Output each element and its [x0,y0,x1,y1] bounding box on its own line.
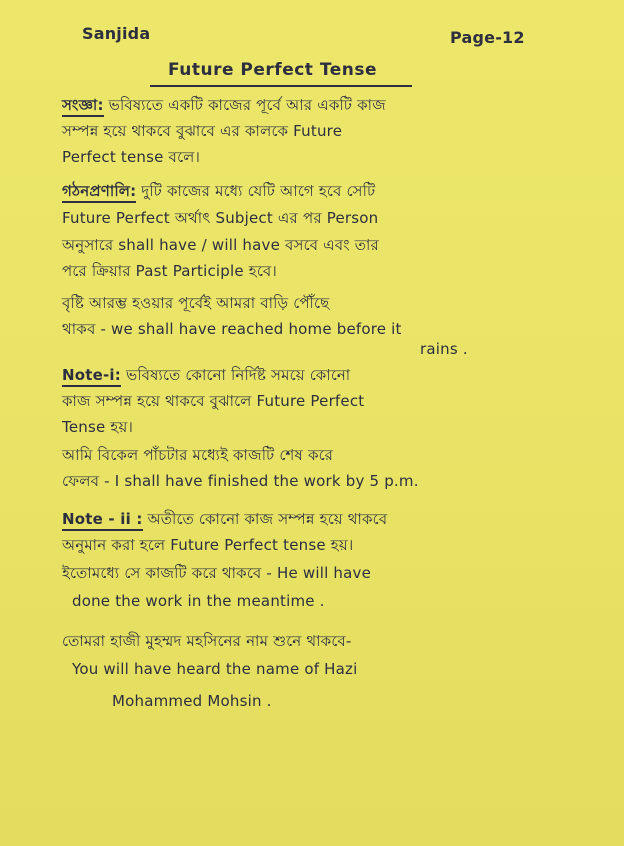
example1-line-1: বৃষ্টি আরম্ভ হওয়ার পূর্বেই আমরা বাড়ি পৌঁছে [62,294,330,312]
page-number: Page-12 [450,28,525,47]
note1-text-1: ভবিষ্যতে কোনো নির্দিষ্ট সময়ে কোনো [125,366,351,384]
page-title: Future Perfect Tense [168,60,377,80]
note2-line-3: ইতোমধ্যে সে কাজটি করে থাকবে - He will have [62,564,372,582]
note1-example-line-1: আমি বিকেল পাঁচটার মধ্যেই কাজটি শেষ করে [62,446,334,464]
structure-line-4: পরে ক্রিয়ার Past Participle হবে। [62,262,277,280]
note1-example-line-2: ফেলব - I shall have finished the work by 5 p.m. [62,472,419,490]
structure-line-2: Future Perfect অর্থাৎ Subject এর পর Person [62,209,379,227]
definition-line-3: Perfect tense বলে। [62,148,201,166]
note1-line-3: Tense হয়। [62,418,134,436]
definition-text-1: ভবিষ্যতে একটি কাজের পূর্বে আর একটি কাজ [108,96,386,114]
note2-line-4: done the work in the meantime . [72,592,325,610]
author-name: Sanjida [82,24,151,43]
note1-line-1 [62,364,350,389]
definition-line-2: সম্পন্ন হয়ে থাকবে বুঝাবে এর কালকে Future [62,122,343,140]
title-underline [150,85,412,87]
example1-line-2: থাকব - we shall have reached home before it [62,320,402,338]
note2-label: Note - ii : [62,510,143,531]
note1-line-2: কাজ সম্পন্ন হয়ে থাকবে বুঝালে Future Perfect [62,392,365,410]
example1-line-3: rains . [420,340,468,358]
note2-line-7: Mohammed Mohsin . [112,692,272,710]
note2-line-5: তোমরা হাজী মুহম্মদ মহসিনের নাম শুনে থাকবে- [62,632,352,650]
note1-label: Note-i: [62,366,121,387]
structure-line-1 [62,180,375,205]
note2-text-1: অতীতে কোনো কাজ সম্পন্ন হয়ে থাকবে [147,510,388,528]
note2-line-2: অনুমান করা হলে Future Perfect tense হয়। [62,536,354,554]
definition-line-1 [62,94,386,119]
definition-label: সংজ্ঞা: [62,96,104,117]
structure-text-1: দুটি কাজের মধ্যে যেটি আগে হবে সেটি [141,182,376,200]
structure-line-3: অনুসারে shall have / will have বসবে এবং তার [62,236,380,254]
note2-line-6: You will have heard the name of Hazi [72,660,358,678]
note2-line-1 [62,508,387,533]
structure-label: গঠনপ্রণালি: [62,182,136,203]
